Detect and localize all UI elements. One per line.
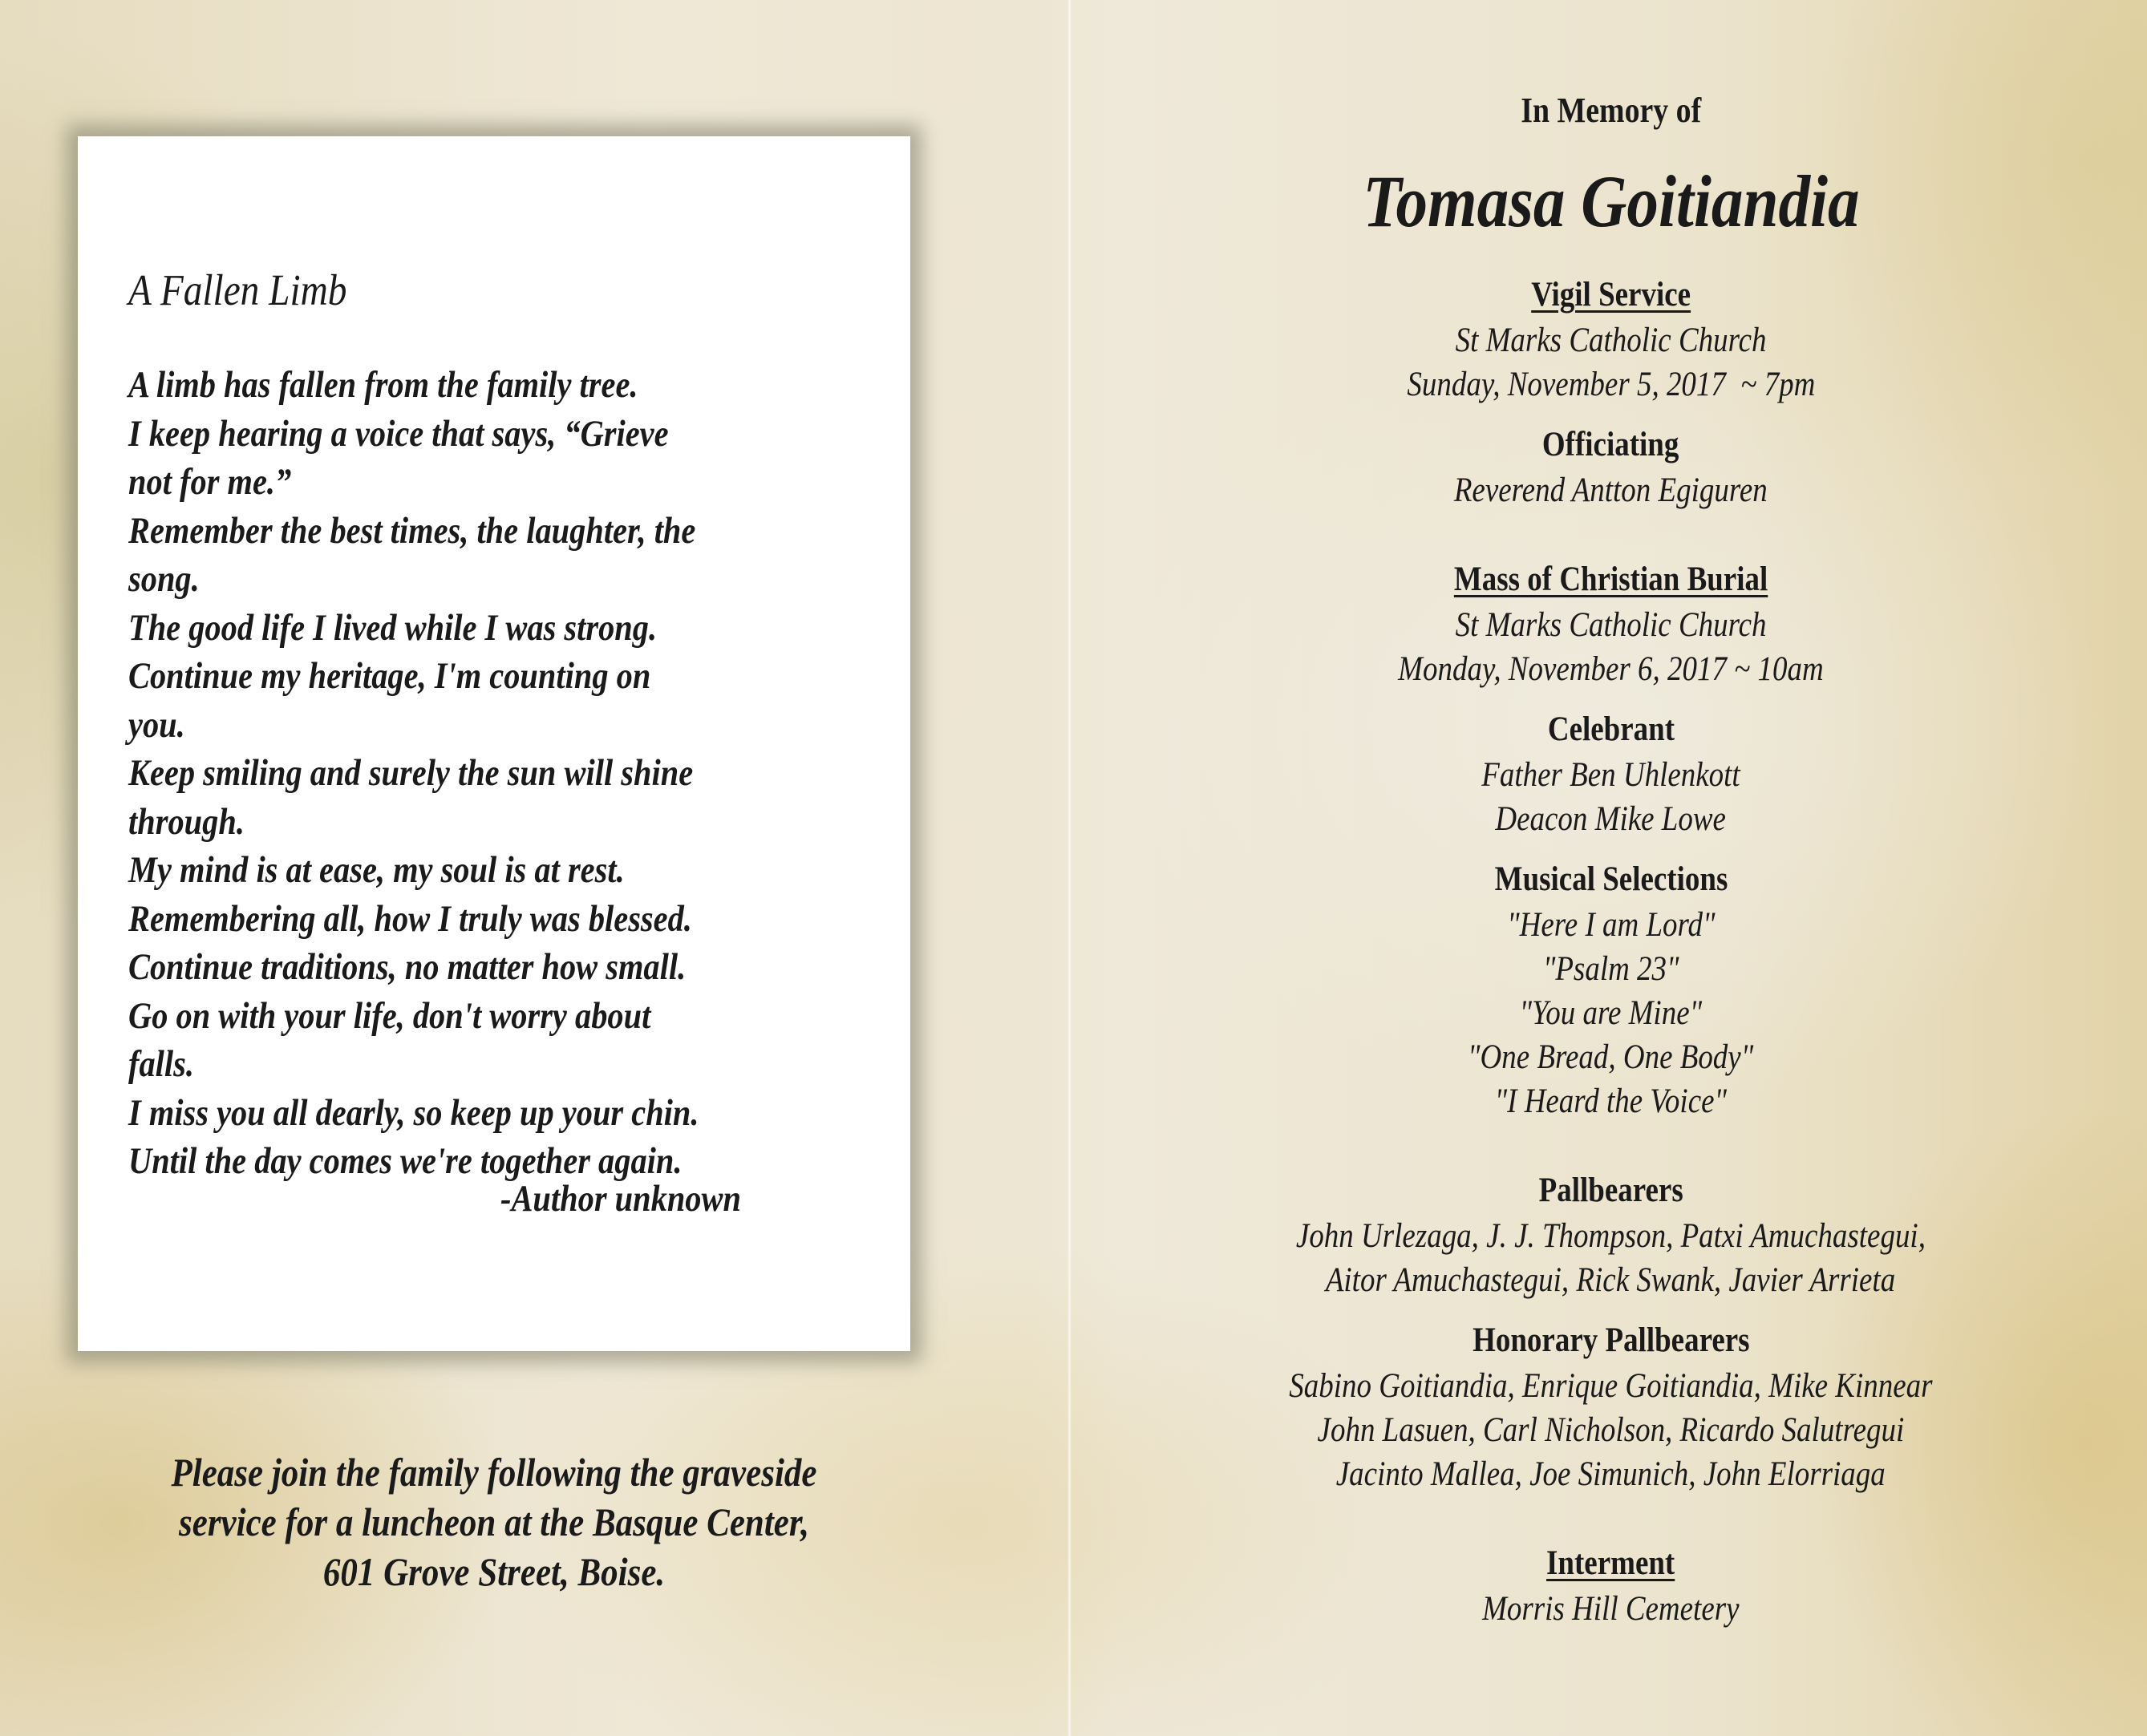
honorary-pallbearers-line: Sabino Goitiandia, Enrique Goitiandia, Mike Kinnear — [1289, 1367, 1933, 1405]
poem-line: song. — [128, 558, 200, 600]
poem-line: Continue traditions, no matter how small. — [128, 946, 687, 988]
vigil-location: St Marks Catholic Church — [1455, 322, 1767, 359]
mass-location: St Marks Catholic Church — [1455, 606, 1767, 644]
pallbearers-heading: Pallbearers — [1538, 1171, 1683, 1209]
song-title: "Psalm 23" — [1542, 950, 1679, 988]
poem-line: A limb has fallen from the family tree. — [128, 364, 638, 406]
luncheon-notice — [0, 1447, 988, 1596]
honorary-pallbearers-line: Jacinto Mallea, Joe Simunich, John Elorriaga — [1335, 1455, 1886, 1493]
poem-author: -Author unknown — [500, 1178, 741, 1220]
mass-heading: Mass of Christian Burial — [1453, 560, 1768, 598]
poem-line: falls. — [128, 1043, 194, 1085]
pallbearers-line: John Urlezaga, J. J. Thompson, Patxi Amuchastegui, — [1295, 1217, 1926, 1255]
poem-line: My mind is at ease, my soul is at rest. — [128, 849, 625, 891]
vigil-heading: Vigil Service — [1531, 276, 1691, 314]
poem-line: I miss you all dearly, so keep up your chin. — [128, 1091, 699, 1134]
honorary-pallbearers-heading: Honorary Pallbearers — [1472, 1321, 1750, 1359]
poem-title: A Fallen Limb — [128, 265, 347, 314]
poem-line: I keep hearing a voice that says, “Grieve — [128, 412, 669, 455]
poem-card — [78, 136, 910, 1351]
luncheon-line: service for a luncheon at the Basque Center, — [179, 1499, 809, 1544]
poem-line: you. — [128, 703, 185, 746]
luncheon-line: Please join the family following the graveside — [171, 1450, 817, 1495]
poem-line: through. — [128, 800, 245, 843]
luncheon-line: 601 Grove Street, Boise. — [322, 1549, 666, 1594]
poem-line: Remembering all, how I truly was blessed. — [128, 897, 692, 940]
in-memory-heading: In Memory of — [1521, 91, 1701, 130]
poem-line: Keep smiling and surely the sun will shine — [128, 752, 694, 794]
celebrant-heading: Celebrant — [1547, 710, 1675, 748]
poem-line: Continue my heritage, I'm counting on — [128, 655, 651, 697]
honorary-pallbearers-line: John Lasuen, Carl Nicholson, Ricardo Salutregui — [1317, 1411, 1905, 1449]
music-heading: Musical Selections — [1494, 860, 1728, 898]
song-title: "You are Mine" — [1519, 994, 1703, 1032]
interment-heading: Interment — [1546, 1544, 1675, 1582]
song-title: "I Heard the Voice" — [1494, 1082, 1728, 1120]
poem-line: The good life I lived while I was strong. — [128, 606, 658, 649]
song-title: "Here I am Lord" — [1506, 906, 1716, 944]
celebrant-name: Deacon Mike Lowe — [1495, 800, 1727, 838]
officiating-heading: Officiating — [1542, 426, 1679, 463]
celebrant-name: Father Ben Uhlenkott — [1481, 756, 1740, 794]
poem-line: not for me.” — [128, 461, 292, 503]
page-fold-line — [1067, 0, 1071, 1736]
song-title: "One Bread, One Body" — [1468, 1038, 1754, 1076]
mass-datetime: Monday, November 6, 2017 ~ 10am — [1398, 650, 1824, 688]
poem-body — [128, 361, 887, 1186]
poem-line: Go on with your life, don't worry about — [128, 994, 651, 1037]
deceased-name: Tomasa Goitiandia — [1362, 160, 1860, 242]
interment-location: Morris Hill Cemetery — [1482, 1590, 1740, 1628]
poem-line: Until the day comes we're together again. — [128, 1140, 683, 1182]
vigil-datetime: Sunday, November 5, 2017 ~ 7pm — [1407, 366, 1815, 403]
pallbearers-line: Aitor Amuchastegui, Rick Swank, Javier Arrieta — [1326, 1261, 1896, 1299]
poem-line: Remember the best times, the laughter, the — [128, 509, 696, 552]
officiant-name: Reverend Antton Egiguren — [1454, 471, 1768, 509]
